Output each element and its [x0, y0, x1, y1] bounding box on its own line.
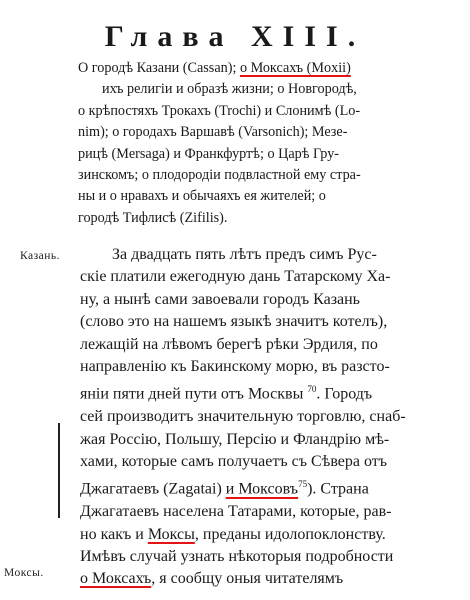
underlined-phrase: Моксы — [147, 525, 195, 543]
summary-line: рицѣ (Mersaga) и Франкфуртѣ; о Царѣ Гру- — [78, 145, 340, 162]
margin-rule — [58, 423, 60, 518]
summary-line: городѣ Тифлисѣ (Zifilis). — [78, 209, 228, 226]
underlined-phrase: о Моксахъ — [80, 570, 152, 588]
body-line: о Моксахъ, я сообщу оныя читателямъ — [80, 570, 344, 588]
body-line: но какъ и Моксы, преданы идолопоклонству. — [80, 525, 386, 543]
body-line: яніи пяти дней пути отъ Москвы $^{70}$. Городъ — [80, 384, 373, 403]
summary-line: nim); о городахъ Варшавѣ (Varsonich); Мезе- — [78, 124, 348, 141]
summary-line: О городѣ Казани (Cassan); о Моксахъ (Moxii) — [78, 60, 351, 76]
body-line: направленію къ Бакинскому морю, въ разсто- — [80, 358, 390, 376]
footnote-marker: 70 — [307, 384, 317, 395]
body-line: Джагатаевъ населена Татарами, которые, рав- — [80, 503, 392, 521]
body-line: Джагатаевъ (Zagatai) и Моксовъ$^{75}$). Страна — [80, 479, 369, 498]
body-line: ну, а нынѣ сами завоевали городъ Казань — [80, 290, 360, 308]
body-line: жая Россію, Польшу, Персію и Фландрію мѣ- — [80, 430, 390, 448]
underlined-phrase: и Моксовъ — [225, 480, 299, 498]
margin-note-kazan: Казань. — [20, 250, 61, 262]
body-line: лежащій на лѣвомъ берегѣ рѣки Эрдиля, по — [80, 335, 378, 353]
body-line: сей производитъ значительную торговлю, снаб- — [80, 408, 406, 426]
body-line: скіе платили ежегодную дань Татарскому Ха- — [80, 268, 391, 286]
summary-underline: о Моксахъ (Moxii) — [239, 60, 351, 76]
summary-line: о крѣпостяхъ Трокахъ (Trochi) и Слонимѣ (Lo- — [78, 102, 361, 119]
margin-note-moksy: Моксы. — [4, 567, 44, 579]
chapter-summary — [78, 58, 450, 229]
summary-line: ны и о нравахъ и обычаяхъ ея жителей; о — [78, 188, 326, 205]
body-line: (слово это на нашемъ языкѣ значитъ котелъ), — [80, 313, 388, 331]
summary-line: зинскомъ; о плодородіи подвластной ему стра- — [78, 167, 361, 184]
summary-line: ихъ религіи и образѣ жизни; о Новгородѣ, — [102, 81, 357, 98]
body-line: Имѣвъ случай узнать нѣкоторыя подробности — [80, 547, 394, 565]
chapter-heading: Глава XIII. — [104, 20, 366, 53]
body-line: За двадцать пять лѣтъ предъ симъ Рус- — [112, 246, 377, 263]
footnote-marker: 75 — [298, 479, 308, 490]
body-line: хами, которые самъ получаетъ съ Сѣвера отъ — [80, 452, 388, 470]
body-paragraph — [80, 244, 452, 591]
